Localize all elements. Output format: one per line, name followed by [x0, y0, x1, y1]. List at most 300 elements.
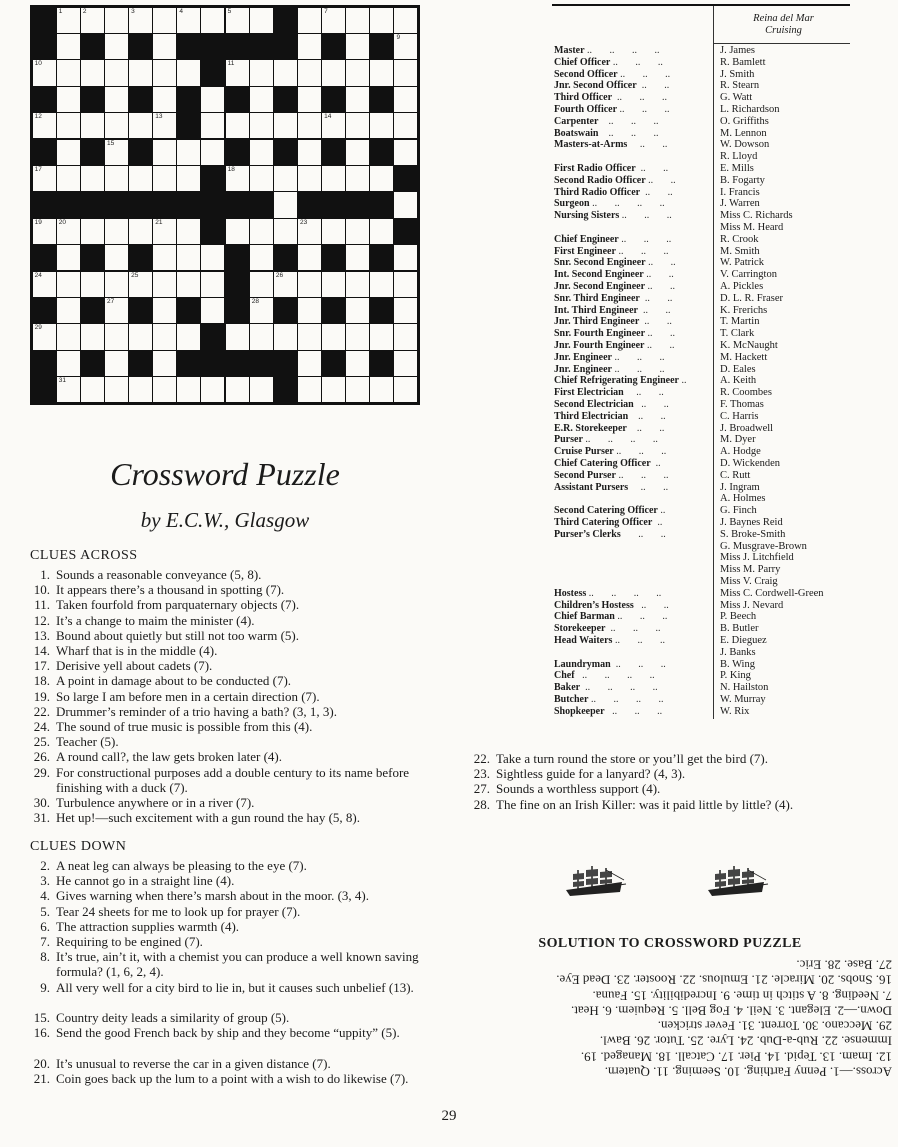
cell-number: 18 [227, 166, 235, 173]
clue-item [30, 949, 422, 979]
grid-cell[interactable] [370, 166, 393, 191]
cell-number: 13 [155, 113, 163, 121]
cell-number: 14 [324, 113, 332, 121]
grid-cell[interactable] [81, 377, 104, 402]
crew-rank-label: Hostess [554, 587, 587, 599]
crew-name: J. Smith [720, 68, 755, 80]
crew-rank-label: Baker [554, 682, 581, 694]
crew-name: Miss M. Parry [720, 564, 781, 576]
grid-cell[interactable] [177, 140, 200, 165]
grid-cell[interactable] [250, 377, 273, 402]
grid-cell[interactable] [394, 351, 417, 376]
grid-cell[interactable] [298, 324, 321, 349]
grid-cell[interactable] [322, 60, 345, 85]
crew-list-column-rule [713, 6, 714, 719]
grid-cell[interactable] [57, 166, 80, 191]
clue-item [470, 781, 898, 796]
grid-cell[interactable] [177, 245, 200, 270]
ship-name: Reina del Mar [753, 13, 814, 24]
crew-rank-label: Second Electrician [554, 399, 634, 410]
crew-rank-label: Head Waiters [554, 635, 613, 646]
grid-cell[interactable] [153, 8, 176, 33]
crew-rank [554, 375, 710, 387]
grid-cell[interactable] [298, 87, 321, 112]
grid-cell[interactable] [81, 324, 104, 349]
grid-cell[interactable] [105, 324, 128, 349]
clue-text: Gives warning when there’s marsh about in the moor. (3, 4). [56, 888, 370, 904]
grid-cell[interactable] [346, 245, 369, 270]
crew-rank [554, 635, 710, 647]
grid-cell[interactable] [33, 113, 56, 138]
clue-item [30, 1025, 422, 1040]
grid-cell[interactable] [370, 377, 393, 402]
grid-cell[interactable] [346, 140, 369, 165]
grid-cell[interactable] [274, 166, 297, 191]
grid-cell[interactable] [346, 324, 369, 349]
grid-cell[interactable] [153, 113, 176, 138]
grid-cell[interactable] [153, 245, 176, 270]
grid-cell[interactable] [105, 60, 128, 85]
grid-cell[interactable] [57, 272, 80, 297]
grid-cell[interactable] [57, 377, 80, 402]
grid-cell[interactable] [177, 377, 200, 402]
grid-cell[interactable] [153, 351, 176, 376]
clue-number: 22. [33, 703, 50, 719]
clue-item [30, 934, 422, 949]
crew-rank-label: Second Officer [554, 68, 618, 80]
grid-cell[interactable] [322, 377, 345, 402]
grid-cell[interactable] [226, 324, 249, 349]
crew-rank-label: Purser’s Clerks [554, 528, 621, 540]
grid-cell[interactable] [129, 166, 152, 191]
grid-cell[interactable] [298, 298, 321, 323]
grid-cell[interactable] [274, 113, 297, 138]
crew-name: R. Bamlett [720, 56, 766, 68]
grid-cell[interactable] [322, 8, 345, 33]
crew-rank [554, 529, 710, 541]
grid-cell[interactable] [105, 272, 128, 297]
grid-cell[interactable] [81, 219, 104, 244]
grid-cell[interactable] [250, 219, 273, 244]
crew-name: A. Pickles [720, 281, 764, 292]
grid-cell[interactable] [394, 140, 417, 165]
leader-dots: .. .. [640, 186, 673, 198]
crew-rank [554, 80, 710, 92]
cell-number: 15 [106, 139, 115, 147]
grid-cell[interactable] [370, 324, 393, 349]
ship-header [717, 13, 850, 36]
grid-cell[interactable] [394, 87, 417, 112]
leader-dots: .. .. [645, 328, 676, 340]
clue-item [30, 858, 422, 873]
crew-name: J. Broadwell [720, 422, 774, 434]
grid-cell[interactable] [346, 298, 369, 323]
grid-cell[interactable] [226, 219, 249, 244]
grid-cell[interactable] [346, 351, 369, 376]
grid-cell[interactable] [394, 113, 417, 138]
grid-cell[interactable] [177, 8, 200, 33]
grid-cell[interactable] [274, 192, 297, 217]
grid-cell[interactable] [370, 8, 393, 33]
crew-rank-label: Purser [554, 434, 583, 446]
grid-cell[interactable] [105, 113, 128, 138]
clue-item [30, 1056, 422, 1071]
grid-cell[interactable] [298, 219, 321, 244]
crew-rank-label: Nursing Sisters [554, 210, 620, 222]
grid-cell[interactable] [57, 298, 80, 323]
crew-rank [554, 57, 710, 69]
grid-cell[interactable] [177, 60, 200, 85]
crew-rank-label: Chief Refrigerating Engineer [554, 375, 679, 387]
grid-cell[interactable] [346, 87, 369, 112]
grid-cell[interactable] [250, 113, 273, 138]
crew-rank [554, 387, 710, 399]
grid-cell[interactable] [33, 272, 56, 297]
clue-number: 27. [473, 781, 490, 797]
crew-name: E. Dieguez [720, 635, 767, 646]
grid-cell[interactable] [346, 8, 369, 33]
leader-dots: .. .. [645, 174, 676, 186]
leader-dots: .. [652, 517, 663, 528]
crew-rank [554, 328, 710, 340]
grid-cell[interactable] [201, 245, 224, 270]
grid-cell[interactable] [153, 87, 176, 112]
grid-cell[interactable] [250, 60, 273, 85]
clue-text: The attraction supplies warmth (4). [56, 918, 240, 934]
crew-name: M. Smith [720, 245, 760, 257]
grid-cell[interactable] [57, 113, 80, 138]
clue-text: Take a turn round the store or you’ll get the bird (7). [496, 751, 769, 766]
clue-number: 2. [40, 858, 50, 873]
clue-text: Country deity leads a similarity of group (5). [56, 1010, 290, 1025]
grid-cell[interactable] [298, 377, 321, 402]
grid-cell[interactable] [105, 351, 128, 376]
grid-cell[interactable] [370, 113, 393, 138]
grid-cell[interactable] [201, 140, 224, 165]
grid-cell[interactable] [394, 298, 417, 323]
crew-name: D. Wickenden [720, 458, 781, 469]
grid-cell[interactable] [129, 8, 152, 33]
leader-dots: .. .. .. [617, 104, 670, 115]
leader-dots: .. .. [628, 481, 669, 493]
grid-cell[interactable] [105, 34, 128, 59]
crew-name: C. Rutt [720, 469, 751, 481]
grid-cell[interactable] [57, 8, 80, 33]
grid-cell[interactable] [322, 113, 345, 138]
crew-rank-label: Surgeon [554, 198, 590, 210]
solution-line: Across.—1. Penny Farthing. 10. Seeming. 11. Quatern. [604, 1064, 892, 1080]
crew-name: N. Hailston [720, 682, 769, 694]
grid-cell[interactable] [394, 272, 417, 297]
crew-name: Miss C. Cordwell-Green [720, 587, 824, 599]
grid-cell[interactable] [226, 113, 249, 138]
grid-cell[interactable] [298, 34, 321, 59]
grid-cell[interactable] [322, 324, 345, 349]
grid-cell[interactable] [346, 60, 369, 85]
clue-number: 16. [33, 1025, 50, 1041]
grid-cell[interactable] [201, 87, 224, 112]
clue-number: 31. [33, 810, 50, 826]
clue-item [30, 873, 422, 888]
grid-cell[interactable] [177, 166, 200, 191]
grid-cell[interactable] [81, 113, 104, 138]
grid-cell[interactable] [322, 166, 345, 191]
grid-cell[interactable] [274, 272, 297, 297]
grid-cell[interactable] [394, 8, 417, 33]
solution-line: 7. Needing. 8. A stitch in time. 9. Incredibility. 15. Fauna. [592, 987, 892, 1003]
grid-cell[interactable] [105, 377, 128, 402]
clue-text: So large I am before men in a certain direction (7). [56, 688, 320, 704]
crew-rank [554, 340, 710, 352]
clue-item [470, 797, 898, 812]
crew-name: I. Francis [720, 186, 760, 198]
cell-number: 24 [34, 271, 42, 279]
clue-number: 28. [473, 796, 490, 812]
crew-name: Miss J. Litchfield [720, 552, 794, 564]
grid-cell[interactable] [250, 8, 273, 33]
grid-cell[interactable] [346, 219, 369, 244]
leader-dots: .. .. .. .. [588, 694, 664, 705]
crew-rank [554, 281, 710, 293]
leader-dots: .. .. [643, 269, 674, 281]
crew-rank-label: Chef [554, 670, 575, 682]
grid-cell[interactable] [370, 60, 393, 85]
grid-cell[interactable] [346, 113, 369, 138]
grid-cell[interactable] [298, 8, 321, 33]
grid-cell[interactable] [298, 351, 321, 376]
grid-cell[interactable] [394, 192, 417, 217]
grid-cell[interactable] [57, 324, 80, 349]
crew-rank [554, 293, 710, 305]
clue-number: 26. [33, 749, 50, 765]
grid-cell[interactable] [250, 87, 273, 112]
grid-cell[interactable] [250, 166, 273, 191]
grid-cell[interactable] [322, 272, 345, 297]
grid-cell[interactable] [226, 8, 249, 33]
grid-cell[interactable] [177, 324, 200, 349]
solution-title: SOLUTION TO CROSSWORD PUZZLE [538, 936, 802, 951]
crew-rank [554, 316, 710, 328]
crew-name: Miss C. Richards [720, 210, 793, 222]
crew-rank-label: Third Officer [554, 92, 613, 104]
crew-rank [554, 682, 710, 694]
crew-name: T. Clark [720, 328, 755, 340]
grid-cell[interactable] [346, 34, 369, 59]
crew-rank-label: Third Electrician [554, 410, 629, 422]
grid-cell[interactable] [250, 140, 273, 165]
grid-cell[interactable] [394, 377, 417, 402]
grid-cell[interactable] [153, 298, 176, 323]
clue-item [30, 719, 422, 734]
leader-dots: .. .. .. [614, 611, 668, 623]
grid-cell[interactable] [105, 166, 128, 191]
crew-rank-label: Jnr. Second Engineer [554, 281, 646, 292]
grid-cell[interactable] [153, 166, 176, 191]
grid-cell[interactable] [298, 140, 321, 165]
grid-cell[interactable] [129, 219, 152, 244]
grid-cell[interactable] [129, 113, 152, 138]
grid-cell[interactable] [57, 34, 80, 59]
grid-cell[interactable] [226, 166, 249, 191]
crew-rank-label: Second Purser [554, 469, 616, 481]
solution-line: 16. Snobs. 20. Miracle. 21. Emulous. 22. Rooster. 23. Dead Eye. [556, 972, 892, 988]
grid-cell[interactable] [105, 8, 128, 33]
cell-number: 7 [324, 7, 328, 15]
grid-cell[interactable] [201, 298, 224, 323]
leader-dots: .. .. .. [618, 233, 672, 245]
grid-cell[interactable] [298, 60, 321, 85]
leader-dots: .. .. .. [615, 469, 669, 481]
solution-line: 29. Meccano. 30. Torrent. 31. Fever stricken. [657, 1018, 892, 1034]
grid-cell[interactable] [33, 60, 56, 85]
crew-name: A. Holmes [720, 493, 766, 505]
page-number: 29 [441, 1108, 457, 1124]
grid-cell[interactable] [370, 272, 393, 297]
grid-cell[interactable] [201, 113, 224, 138]
grid-cell[interactable] [105, 298, 128, 323]
grid-cell[interactable] [153, 272, 176, 297]
grid-cell[interactable] [394, 34, 417, 59]
grid-cell[interactable] [57, 60, 80, 85]
grid-cell[interactable] [153, 377, 176, 402]
crew-rank-label: Third Radio Officer [554, 186, 641, 198]
grid-cell[interactable] [394, 60, 417, 85]
crew-rank [554, 588, 710, 600]
grid-cell[interactable] [177, 219, 200, 244]
crew-name: G. Watt [720, 92, 753, 104]
crew-name: R. Crook [720, 233, 759, 245]
grid-cell[interactable] [346, 166, 369, 191]
grid-cell[interactable] [298, 245, 321, 270]
cell-number: 2 [82, 7, 87, 15]
grid-cell[interactable] [298, 113, 321, 138]
crew-rank [554, 446, 710, 458]
clue-item [30, 810, 422, 825]
crew-rank-label: E.R. Storekeeper [554, 422, 627, 434]
clue-number: 29. [33, 764, 50, 780]
clue-text: A neat leg can always be pleasing to the eye (7). [56, 858, 307, 873]
grid-cell[interactable] [153, 324, 176, 349]
grid-cell[interactable] [298, 166, 321, 191]
clue-number: 24. [33, 719, 50, 734]
grid-cell[interactable] [33, 219, 56, 244]
grid-cell[interactable] [153, 219, 176, 244]
grid-cell[interactable] [81, 272, 104, 297]
grid-cell[interactable] [201, 272, 224, 297]
grid-cell[interactable] [250, 324, 273, 349]
grid-cell[interactable] [346, 377, 369, 402]
crew-rank-label: Jnr. Second Officer [554, 80, 637, 92]
grid-cell[interactable] [129, 377, 152, 402]
leader-dots: .. .. [644, 340, 675, 351]
crew-rank-label: Chief Barman [554, 611, 615, 623]
crew-name: D. L. R. Fraser [720, 292, 783, 304]
grid-cell[interactable] [274, 219, 297, 244]
grid-cell[interactable] [105, 245, 128, 270]
crew-rank-label: First Radio Officer [554, 163, 636, 174]
grid-cell[interactable] [57, 219, 80, 244]
crew-name: K. McNaught [720, 340, 778, 351]
grid-cell[interactable] [370, 219, 393, 244]
ship-icon [564, 862, 628, 902]
leader-dots: .. .. .. [604, 705, 663, 717]
cell-number: 12 [34, 113, 42, 121]
grid-cell[interactable] [129, 60, 152, 85]
grid-cell[interactable] [250, 272, 273, 297]
grid-cell[interactable] [322, 219, 345, 244]
grid-cell[interactable] [105, 140, 128, 165]
crew-rank-label: Children’s Hostess [554, 599, 634, 611]
leader-dots: .. .. [633, 599, 669, 611]
grid-cell[interactable] [105, 87, 128, 112]
crew-name: F. Thomas [720, 399, 764, 410]
grid-cell[interactable] [226, 377, 249, 402]
grid-cell[interactable] [129, 324, 152, 349]
grid-cell[interactable] [201, 377, 224, 402]
grid-cell[interactable] [250, 298, 273, 323]
grid-cell[interactable] [153, 34, 176, 59]
clue-number: 11. [34, 597, 50, 613]
crew-rank [554, 116, 710, 128]
crew-rank-label: Chief Engineer [554, 233, 619, 245]
grid-cell[interactable] [57, 140, 80, 165]
grid-cell[interactable] [105, 219, 128, 244]
grid-cell[interactable] [81, 8, 104, 33]
grid-cell[interactable] [129, 272, 152, 297]
clue-text: Sounds a worthless support (4). [496, 781, 661, 797]
grid-cell[interactable] [226, 60, 249, 85]
leader-dots: .. .. .. [598, 127, 659, 139]
crew-name: A. Hodge [720, 446, 761, 458]
grid-cell[interactable] [33, 324, 56, 349]
clue-text: Drummer’s reminder of a trio having a bath? (3, 1, 3). [56, 703, 337, 719]
clue-number: 22. [473, 751, 490, 766]
grid-cell[interactable] [298, 272, 321, 297]
grid-cell[interactable] [346, 272, 369, 297]
crew-name: G. Musgrave-Brown [720, 540, 807, 552]
grid-cell[interactable] [250, 245, 273, 270]
grid-cell[interactable] [274, 60, 297, 85]
grid-cell[interactable] [57, 87, 80, 112]
grid-cell[interactable] [394, 245, 417, 270]
puzzle-title: Crossword Puzzle [110, 456, 340, 492]
grid-cell[interactable] [394, 324, 417, 349]
grid-cell[interactable] [153, 140, 176, 165]
grid-cell[interactable] [201, 8, 224, 33]
clue-text: Taken fourfold from parquaternary objects (7). [56, 597, 300, 613]
clue-item [30, 704, 422, 719]
clue-number: 10. [33, 582, 50, 598]
clue-number: 7. [40, 934, 50, 949]
solution-line: Down.—2. Elegant. 3. Neil. 4. Fog Bell. 5. Requiem. 6. Heat. [571, 1003, 892, 1019]
crew-name: B. Butler [720, 623, 759, 635]
crew-rank-label: Boatswain [554, 127, 599, 139]
clue-item [30, 749, 422, 764]
clue-item [30, 643, 422, 658]
grid-cell[interactable] [153, 60, 176, 85]
crew-name: P. Beech [720, 611, 757, 623]
grid-cell[interactable] [33, 166, 56, 191]
grid-cell[interactable] [177, 272, 200, 297]
crew-rank [554, 305, 710, 317]
grid-cell[interactable] [57, 351, 80, 376]
leader-dots: .. .. .. [605, 623, 661, 635]
cell-number: 28 [251, 298, 259, 305]
grid-cell[interactable] [274, 324, 297, 349]
grid-cell[interactable] [81, 60, 104, 85]
grid-cell[interactable] [81, 166, 104, 191]
grid-cell[interactable] [57, 245, 80, 270]
